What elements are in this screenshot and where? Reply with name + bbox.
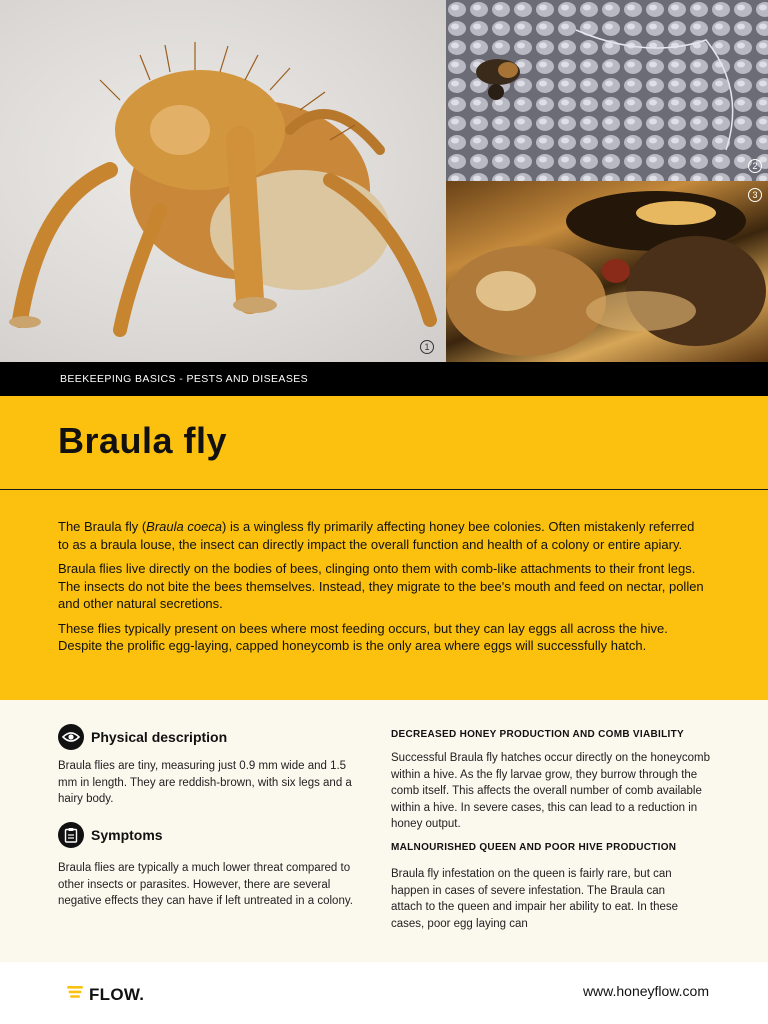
footer	[0, 962, 768, 1024]
malnourished-queen-heading: MALNOURISHED QUEEN AND POOR HIVE PRODUCTION	[391, 842, 677, 853]
details-section	[0, 700, 768, 962]
photo-number-3: 3	[748, 188, 762, 202]
logo-text: FLOW.	[89, 984, 145, 1004]
symptoms-heading: Symptoms	[58, 822, 163, 848]
intro-paragraph-2: Braula flies live directly on the bodies of bees, clinging onto them with comb-like attachments to their front legs. The insects do not bite the bees themselves. Instead, they migrate to the bee's mouth and feed on nectar, pollen and other natural secretions.	[58, 561, 704, 611]
photo-number-1: 1	[420, 340, 434, 354]
symptoms-text: Braula flies are typically a much lower threat compared to other insects or parasites. However, there are several negative effects they can have if left untreated in a colony.	[58, 862, 353, 907]
website-link[interactable]: www.honeyflow.com	[582, 983, 709, 999]
clipboard-icon	[58, 822, 84, 848]
braula-fly-closeup-photo	[0, 0, 446, 362]
malnourished-queen-text: Braula fly infestation on the queen is fairly rare, but can happen in cases of severe infestation. The Braula can attach to the queen and impair her ability to eat. In these cases, poor egg laying can	[391, 868, 679, 930]
decreased-honey-heading: DECREASED HONEY PRODUCTION AND COMB VIABILITY	[391, 729, 684, 740]
species-name: Braula coeca	[146, 519, 223, 534]
physical-description-heading: Physical description	[58, 724, 227, 750]
flow-logo[interactable]	[66, 983, 144, 1006]
physical-description-text: Braula flies are tiny, measuring just 0.9 mm wide and 1.5 mm in length. They are reddish-brown, with six legs and a hairy body.	[58, 760, 352, 805]
category-bar	[0, 362, 768, 396]
page-title: Braula fly	[58, 420, 228, 461]
photo-strip	[0, 0, 768, 362]
intro-paragraph-1: The Braula fly (Braula coeca) is a wingless fly primarily affecting honey bee colonies. Often mistakenly referred to as a braula louse, the insect can directly impact the overall function and health of a colony or entire apiary.	[58, 519, 695, 552]
intro-section	[0, 396, 768, 700]
photo-number-2: 2	[748, 159, 762, 173]
honeycomb-with-bee-photo	[446, 0, 768, 181]
decreased-honey-text: Successful Braula fly hatches occur directly on the honeycomb within a hive. As the fly larvae grow, they burrow through the comb itself. This affects the overall number of comb available within a hive. In severe cases, this can lead to a reduction in honey output.	[391, 752, 710, 830]
intro-paragraph-3: These flies typically present on bees where most feeding occurs, but they can lay eggs all across the hive. Despite the prolific egg-laying, capped honeycomb is the only area where eggs will successfully hatch.	[58, 620, 668, 653]
honeycomb-logo-icon	[66, 983, 84, 1006]
bees-with-braula-photo	[446, 181, 768, 362]
title-divider	[0, 489, 768, 490]
category-label: BEEKEEPING BASICS - PESTS AND DISEASES	[60, 373, 309, 385]
intro-text	[58, 518, 708, 662]
eye-icon	[58, 724, 84, 750]
